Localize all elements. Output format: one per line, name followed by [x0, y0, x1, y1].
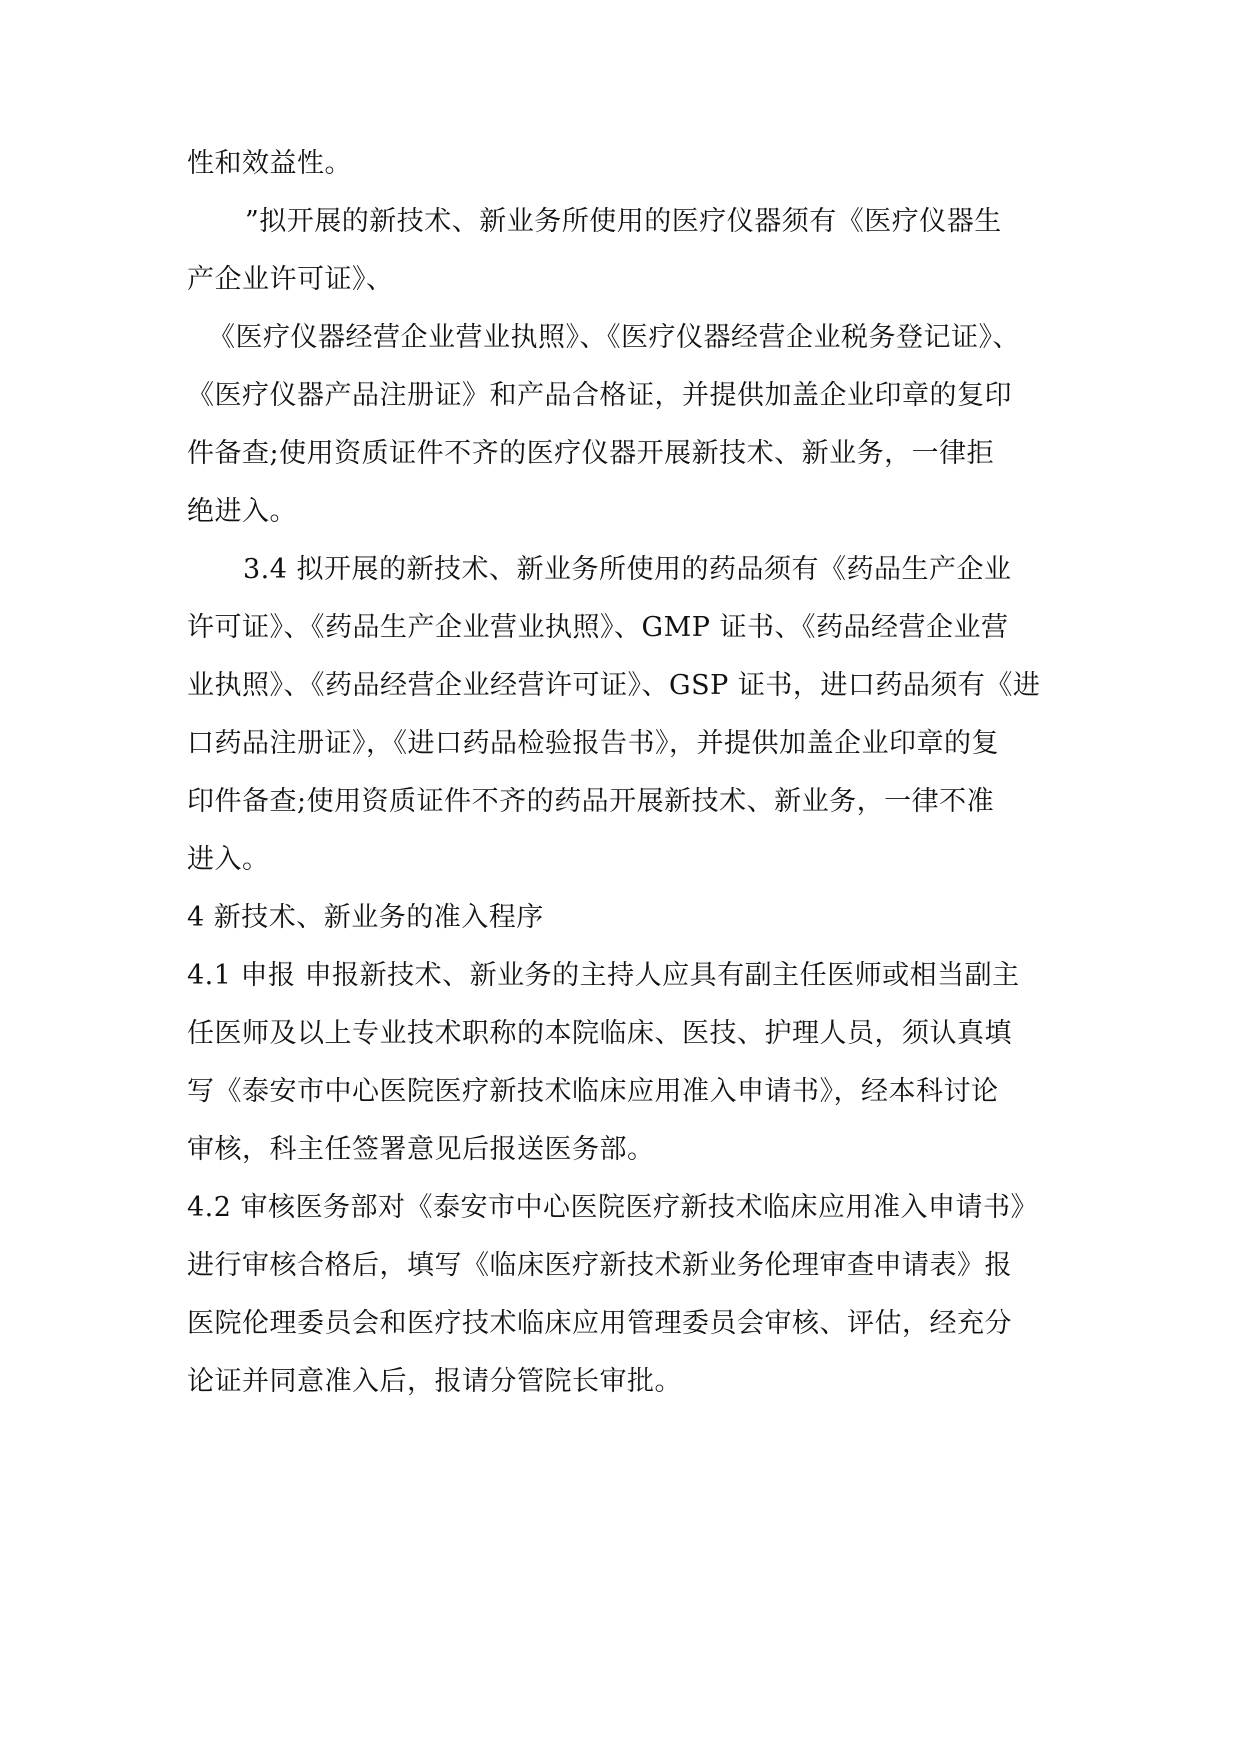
- text-line: 《医疗仪器产品注册证》和产品合格证，并提供加盖企业印章的复印: [187, 380, 1012, 411]
- section-heading: 4 新技术、新业务的准入程序: [187, 902, 544, 933]
- text-line: 任医师及以上专业技术职称的本院临床、医技、护理人员，须认真填: [187, 1018, 1012, 1049]
- text-line: 件备查;使用资质证件不齐的医疗仪器开展新技术、新业务，一律拒: [187, 438, 995, 469]
- text-line: 3.4 拟开展的新技术、新业务所使用的药品须有《药品生产企业: [243, 554, 1012, 585]
- text-line: 许可证》、《药品生产企业营业执照》、GMP 证书、《药品经营企业营: [187, 612, 1009, 643]
- text-line: 性和效益性。: [187, 148, 352, 179]
- text-line: 论证并同意准入后，报请分管院长审批。: [187, 1366, 682, 1397]
- text-line: 印件备查;使用资质证件不齐的药品开展新技术、新业务，一律不准: [187, 786, 995, 817]
- text-line: 口药品注册证》，《进口药品检验报告书》，并提供加盖企业印章的复: [187, 728, 999, 759]
- text-line: 审核，科主任签署意见后报送医务部。: [187, 1134, 655, 1165]
- text-line: 医院伦理委员会和医疗技术临床应用管理委员会审核、评估，经充分: [187, 1308, 1012, 1339]
- text-line: 产企业许可证》、: [187, 264, 394, 295]
- text-line: ”拟开展的新技术、新业务所使用的医疗仪器须有《医疗仪器生: [245, 206, 1002, 237]
- text-line: 进入。: [187, 844, 270, 875]
- text-line: 4.2 审核医务部对《泰安市中心医院医疗新技术临床应用准入申请书》: [187, 1192, 1039, 1223]
- text-line: 进行审核合格后，填写《临床医疗新技术新业务伦理审查申请表》报: [187, 1250, 1012, 1281]
- text-line: 4.1 申报 申报新技术、新业务的主持人应具有副主任医师或相当副主: [187, 960, 1020, 991]
- text-line: 业执照》、《药品经营企业经营许可证》、GSP 证书，进口药品须有《进: [187, 670, 1041, 701]
- text-line: 绝进入。: [187, 496, 297, 527]
- text-line: 《医疗仪器经营企业营业执照》、《医疗仪器经营企业税务登记证》、: [208, 322, 1020, 353]
- text-line: 写《泰安市中心医院医疗新技术临床应用准入申请书》，经本科讨论: [187, 1076, 999, 1107]
